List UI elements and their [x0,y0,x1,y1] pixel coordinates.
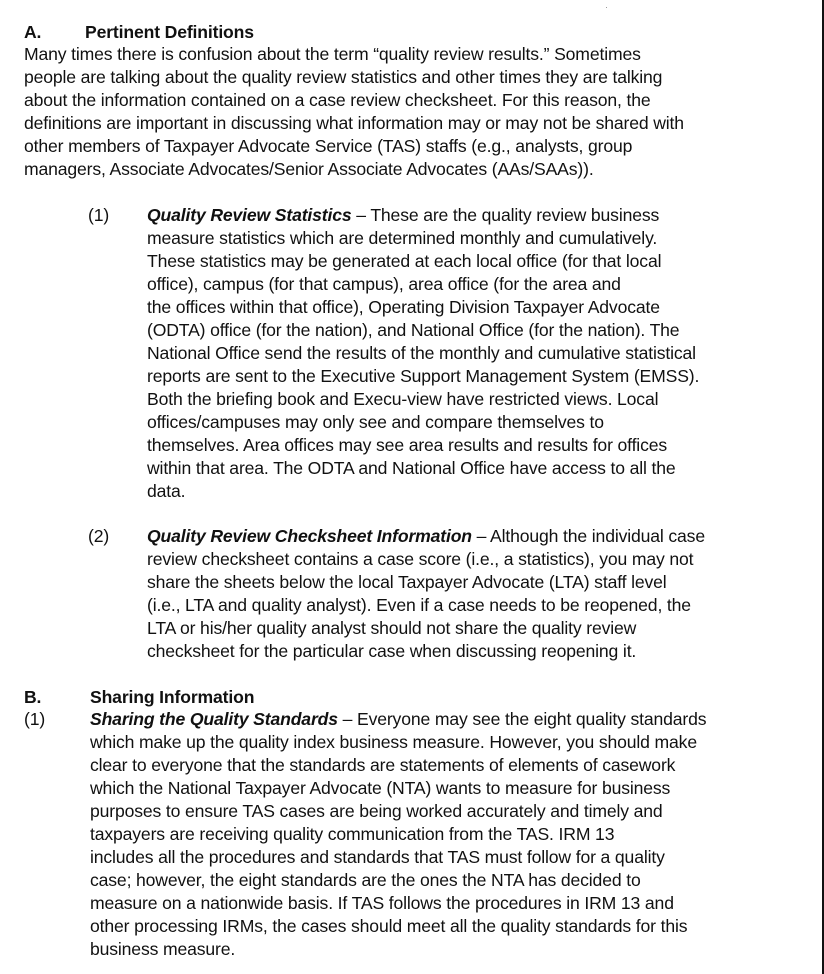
item-line: other processing IRMs, the cases should meet all the quality standards for this [90,916,688,936]
scan-speck [606,7,607,8]
item-line: purposes to ensure TAS cases are being worked accurately and timely and [90,801,663,821]
item-number: (2) [88,526,110,546]
item-line: case; however, the eight standards are the ones the NTA has decided to [90,870,641,890]
item-line: measure statistics which are determined monthly and cumulatively. [147,228,658,248]
intro-line: other members of Taxpayer Advocate Service (TAS) staffs (e.g., analysts, group [24,136,633,156]
item-term: Sharing the Quality Standards [90,709,338,729]
item-first-line [147,204,659,227]
item-line: office), campus (for that campus), area office (for the area and [147,274,621,294]
item-line: clear to everyone that the standards are statements of elements of casework [90,755,676,775]
item-line: business measure. [90,939,236,959]
section-b-heading: Sharing Information [90,687,255,707]
item-line: which make up the quality index business measure. However, you should make [90,732,697,752]
item-line: Both the briefing book and Execu-view have restricted views. Local [147,389,659,409]
item-first-line [90,708,706,731]
intro-line: managers, Associate Advocates/Senior Associate Advocates (AAs/SAAs)). [24,159,594,179]
item-line: offices/campuses may only see and compare themselves to [147,412,604,432]
intro-line: people are talking about the quality review statistics and other times they are talking [24,67,663,87]
item-first-line [147,525,705,548]
item-line: includes all the procedures and standards that TAS must follow for a quality [90,847,665,867]
item-term: Quality Review Checksheet Information [147,526,472,546]
item-line: These statistics may be generated at each local office (for that local [147,251,662,271]
item-line: reports are sent to the Executive Support Management System (EMSS). [147,366,700,386]
section-b-label: B. [24,687,42,707]
intro-line: about the information contained on a case review checksheet. For this reason, the [24,90,651,110]
item-first-line-rest: – These are the quality review business [351,205,660,225]
item-line: themselves. Area offices may see area results and results for offices [147,435,667,455]
item-line: which the National Taxpayer Advocate (NTA) wants to measure for business [90,778,671,798]
item-line: (ODTA) office (for the nation), and National Office (for the nation). The [147,320,680,340]
item-line: (i.e., LTA and quality analyst). Even if a case needs to be reopened, the [147,595,691,615]
item-line: taxpayers are receiving quality communication from the TAS. IRM 13 [90,824,615,844]
item-number: (1) [24,709,46,729]
section-a-label: A. [24,22,42,42]
item-line: measure on a nationwide basis. If TAS follows the procedures in IRM 13 and [90,893,674,913]
item-line: checksheet for the particular case when discussing reopening it. [147,641,637,661]
item-term: Quality Review Statistics [147,205,352,225]
item-line: within that area. The ODTA and National Office have access to all the [147,458,676,478]
item-line: National Office send the results of the monthly and cumulative statistical [147,343,696,363]
section-a-heading: Pertinent Definitions [85,22,254,42]
item-line: LTA or his/her quality analyst should not share the quality review [147,618,637,638]
item-first-line-rest: – Everyone may see the eight quality standards [337,709,707,729]
intro-line: definitions are important in discussing what information may or may not be shared with [24,113,684,133]
item-line: data. [147,481,186,501]
item-line: share the sheets below the local Taxpayer Advocate (LTA) staff level [147,572,667,592]
item-line: review checksheet contains a case score (i.e., a statistics), you may not [147,549,694,569]
item-number: (1) [88,205,110,225]
item-line: the offices within that office), Operating Division Taxpayer Advocate [147,297,660,317]
intro-line: Many times there is confusion about the term “quality review results.” Sometimes [24,44,641,64]
item-first-line-rest: – Although the individual case [471,526,705,546]
